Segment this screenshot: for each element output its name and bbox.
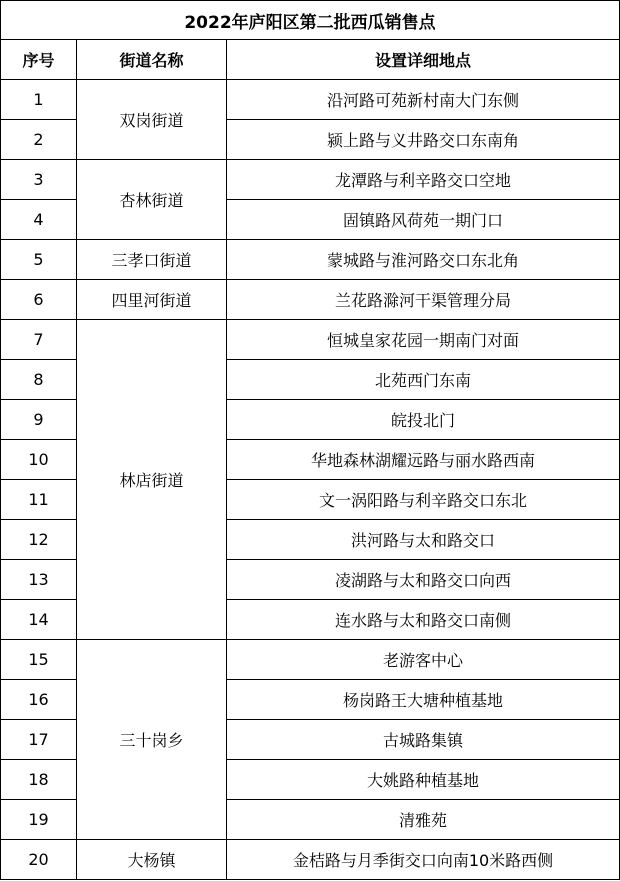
- row-index: 6: [1, 280, 77, 320]
- row-index: 18: [1, 760, 77, 800]
- location: 蒙城路与淮河路交口东北角: [227, 240, 620, 280]
- location: 凌湖路与太和路交口向西: [227, 560, 620, 600]
- header-index: 序号: [1, 40, 77, 80]
- row-index: 16: [1, 680, 77, 720]
- location: 金桔路与月季街交口向南10米路西侧: [227, 840, 620, 880]
- row-index: 20: [1, 840, 77, 880]
- location: 洪河路与太和路交口: [227, 520, 620, 560]
- row-index: 19: [1, 800, 77, 840]
- location: 杨岗路王大塘种植基地: [227, 680, 620, 720]
- street-name: 林店街道: [77, 320, 227, 640]
- street-name: 大杨镇: [77, 840, 227, 880]
- location: 古城路集镇: [227, 720, 620, 760]
- location: 沿河路可苑新村南大门东侧: [227, 80, 620, 120]
- street-name: 杏林街道: [77, 160, 227, 240]
- street-name: 双岗街道: [77, 80, 227, 160]
- location: 颍上路与义井路交口东南角: [227, 120, 620, 160]
- row-index: 4: [1, 200, 77, 240]
- street-name: 三十岗乡: [77, 640, 227, 840]
- header-street: 街道名称: [77, 40, 227, 80]
- table-row: [1, 640, 620, 680]
- table-title: 2022年庐阳区第二批西瓜销售点: [1, 1, 620, 40]
- table-row: [1, 80, 620, 120]
- location: 固镇路风荷苑一期门口: [227, 200, 620, 240]
- location: 龙潭路与利辛路交口空地: [227, 160, 620, 200]
- location: 连水路与太和路交口南侧: [227, 600, 620, 640]
- row-index: 3: [1, 160, 77, 200]
- location: 华地森林湖耀远路与丽水路西南: [227, 440, 620, 480]
- table-row: [1, 240, 620, 280]
- row-index: 8: [1, 360, 77, 400]
- table-row: [1, 840, 620, 880]
- location: 兰花路滁河干渠管理分局: [227, 280, 620, 320]
- location: 北苑西门东南: [227, 360, 620, 400]
- row-index: 10: [1, 440, 77, 480]
- table-row: [1, 160, 620, 200]
- row-index: 17: [1, 720, 77, 760]
- street-name: 四里河街道: [77, 280, 227, 320]
- row-index: 1: [1, 80, 77, 120]
- row-index: 9: [1, 400, 77, 440]
- location: 清雅苑: [227, 800, 620, 840]
- location: 恒城皇家花园一期南门对面: [227, 320, 620, 360]
- row-index: 14: [1, 600, 77, 640]
- table-row: [1, 320, 620, 360]
- row-index: 2: [1, 120, 77, 160]
- location: 老游客中心: [227, 640, 620, 680]
- row-index: 13: [1, 560, 77, 600]
- row-index: 5: [1, 240, 77, 280]
- header-location: 设置详细地点: [227, 40, 620, 80]
- location: 大姚路种植基地: [227, 760, 620, 800]
- row-index: 12: [1, 520, 77, 560]
- row-index: 15: [1, 640, 77, 680]
- location: 文一涡阳路与利辛路交口东北: [227, 480, 620, 520]
- row-index: 7: [1, 320, 77, 360]
- street-name: 三孝口街道: [77, 240, 227, 280]
- table-row: [1, 280, 620, 320]
- row-index: 11: [1, 480, 77, 520]
- location: 皖投北门: [227, 400, 620, 440]
